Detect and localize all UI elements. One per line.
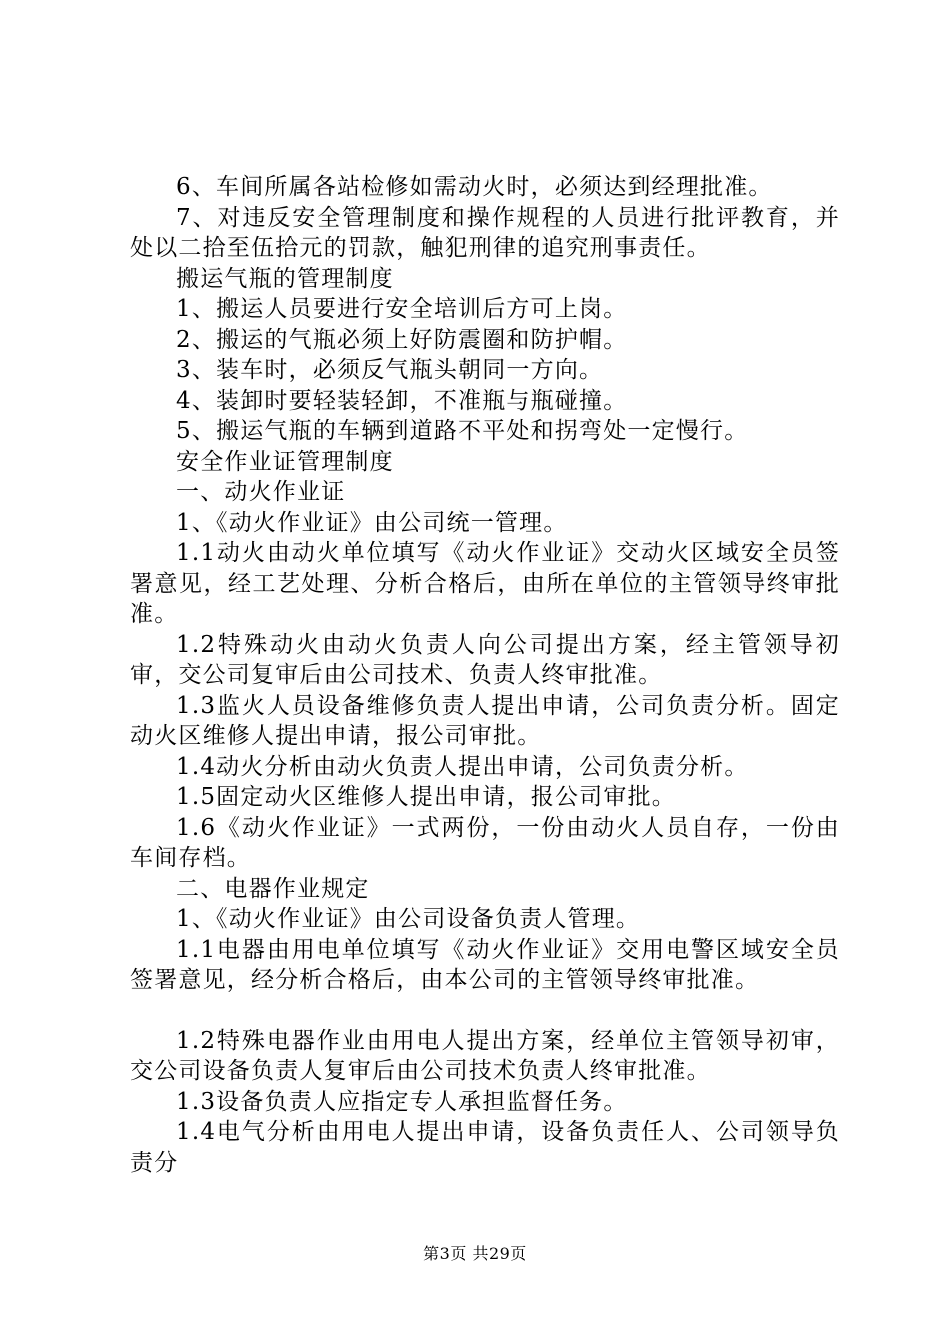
paragraph-6: 3、装车时，必须反气瓶头朝同一方向。 [176, 357, 604, 383]
paragraph-7: 4、装卸时要轻装轻卸，不准瓶与瓶碰撞。 [176, 387, 628, 414]
paragraph-20: 1.1电器由用电单位填写《动火作业证》交用电警区域安全员签署意见，经分析合格后，由本公司的主管领导终审批准。 [130, 936, 840, 993]
paragraph-12: 1.1动火由动火单位填写《动火作业证》交动火区域安全员签署意见，经工艺处理、分析合格后，由所在单位的主管领导终审批准。 [130, 540, 840, 627]
document-body [130, 172, 840, 1178]
paragraph-11: 1、《动火作业证》由公司统一管理。 [176, 509, 568, 536]
paragraph-22: 1.3设备负责人应指定专人承担监督任务。 [176, 1088, 628, 1115]
page-footer: 第3页 共29页 [423, 1244, 527, 1263]
paragraph-4: 1、搬运人员要进行安全培训后方可上岗。 [176, 296, 628, 322]
subsection-heading-electrical: 二、电器作业规定 [176, 875, 370, 902]
paragraph-2: 7、对违反安全管理制度和操作规程的人员进行批评教育，并处以二拾至伍拾元的罚款，触犯刑律的追究刑事责任。 [130, 204, 840, 261]
paragraph-21: 1.2特殊电器作业由用电人提出方案，经单位主管领导初审，交公司设备负责人复审后由公司技术负责人终审批准。 [130, 1027, 840, 1084]
paragraph-13: 1.2特殊动火由动火负责人向公司提出方案，经主管领导初审，交公司复审后由公司技术、负责人终审批准。 [130, 631, 840, 688]
paragraph-8: 5、搬运气瓶的车辆到道路不平处和拐弯处一定慢行。 [176, 418, 749, 444]
paragraph-5: 2、搬运的气瓶必须上好防震圈和防护帽。 [176, 326, 628, 353]
paragraph-15: 1.4动火分析由动火负责人提出申请，公司负责分析。 [176, 753, 749, 780]
paragraph-16: 1.5固定动火区维修人提出申请，报公司审批。 [176, 784, 676, 810]
paragraph-1: 6、车间所属各站检修如需动火时，必须达到经理批准。 [176, 174, 773, 200]
section-heading-work-permit: 安全作业证管理制度 [176, 448, 394, 475]
paragraph-17: 1.6《动火作业证》一式两份，一份由动火人员自存，一份由车间存档。 [130, 814, 840, 871]
section-heading-cylinder-transport: 搬运气瓶的管理制度 [176, 265, 394, 292]
paragraph-19: 1、《动火作业证》由公司设备负责人管理。 [176, 906, 641, 932]
paragraph-14: 1.3监火人员设备维修负责人提出申请，公司负责分析。固定动火区维修人提出申请，报公司审批。 [130, 692, 840, 749]
subsection-heading-hot-work: 一、动火作业证 [176, 479, 346, 505]
paragraph-23: 1.4电气分析由用电人提出申请，设备负责任人、公司领导负责分 [130, 1119, 840, 1176]
